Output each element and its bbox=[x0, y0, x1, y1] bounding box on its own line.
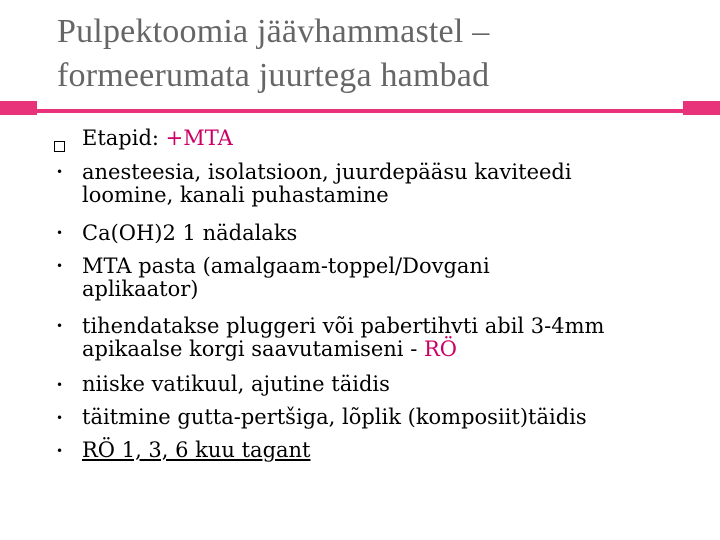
title-rule-left bbox=[0, 101, 37, 115]
item-text: täitmine gutta-pertšiga, lõplik (komposiit)täidis bbox=[82, 405, 587, 429]
dot-bullet-icon: • bbox=[56, 411, 64, 425]
item-text-cont: loomine, kanali puhastamine bbox=[82, 183, 389, 207]
list-item bbox=[82, 437, 702, 464]
item-accent-text: RÖ bbox=[423, 337, 457, 361]
list-item bbox=[82, 371, 702, 398]
list-item bbox=[82, 404, 702, 431]
dot-bullet-icon: • bbox=[56, 378, 64, 392]
list-item bbox=[82, 220, 702, 247]
item-text: tihendatakse pluggeri või pabertihvti abil 3-4mm bbox=[82, 314, 605, 338]
title-rule bbox=[37, 109, 683, 113]
item-text: Etapid: bbox=[82, 126, 166, 150]
square-bullet-icon bbox=[54, 141, 65, 152]
item-text: anesteesia, isolatsioon, juurdepääsu kaviteedi bbox=[82, 160, 572, 184]
dot-bullet-icon: • bbox=[56, 259, 64, 273]
list-item bbox=[82, 125, 702, 152]
dot-bullet-icon: • bbox=[56, 444, 64, 458]
dot-bullet-icon: • bbox=[56, 165, 64, 179]
list-item bbox=[82, 159, 702, 209]
dot-bullet-icon: • bbox=[56, 319, 64, 333]
list-item bbox=[82, 313, 702, 363]
item-text-cont: aplikaator) bbox=[82, 277, 199, 301]
title-rule-right bbox=[683, 101, 720, 115]
item-text: RÖ 1, 3, 6 kuu tagant bbox=[82, 438, 311, 462]
list-item bbox=[82, 253, 702, 303]
item-text: Ca(OH)2 1 nädalaks bbox=[82, 221, 298, 245]
title-line-2: formeerumata juurtega hambad bbox=[57, 57, 490, 94]
item-text: niiske vatikuul, ajutine täidis bbox=[82, 372, 390, 396]
dot-bullet-icon: • bbox=[56, 226, 64, 240]
title-line-1: Pulpektoomia jäävhammastel – bbox=[57, 13, 490, 50]
item-accent-text: +MTA bbox=[165, 126, 233, 150]
slide-title bbox=[57, 10, 677, 98]
item-text: MTA pasta (amalgaam-toppel/Dovgani bbox=[82, 254, 490, 278]
item-text-cont: apikaalse korgi saavutamiseni - bbox=[82, 337, 424, 361]
